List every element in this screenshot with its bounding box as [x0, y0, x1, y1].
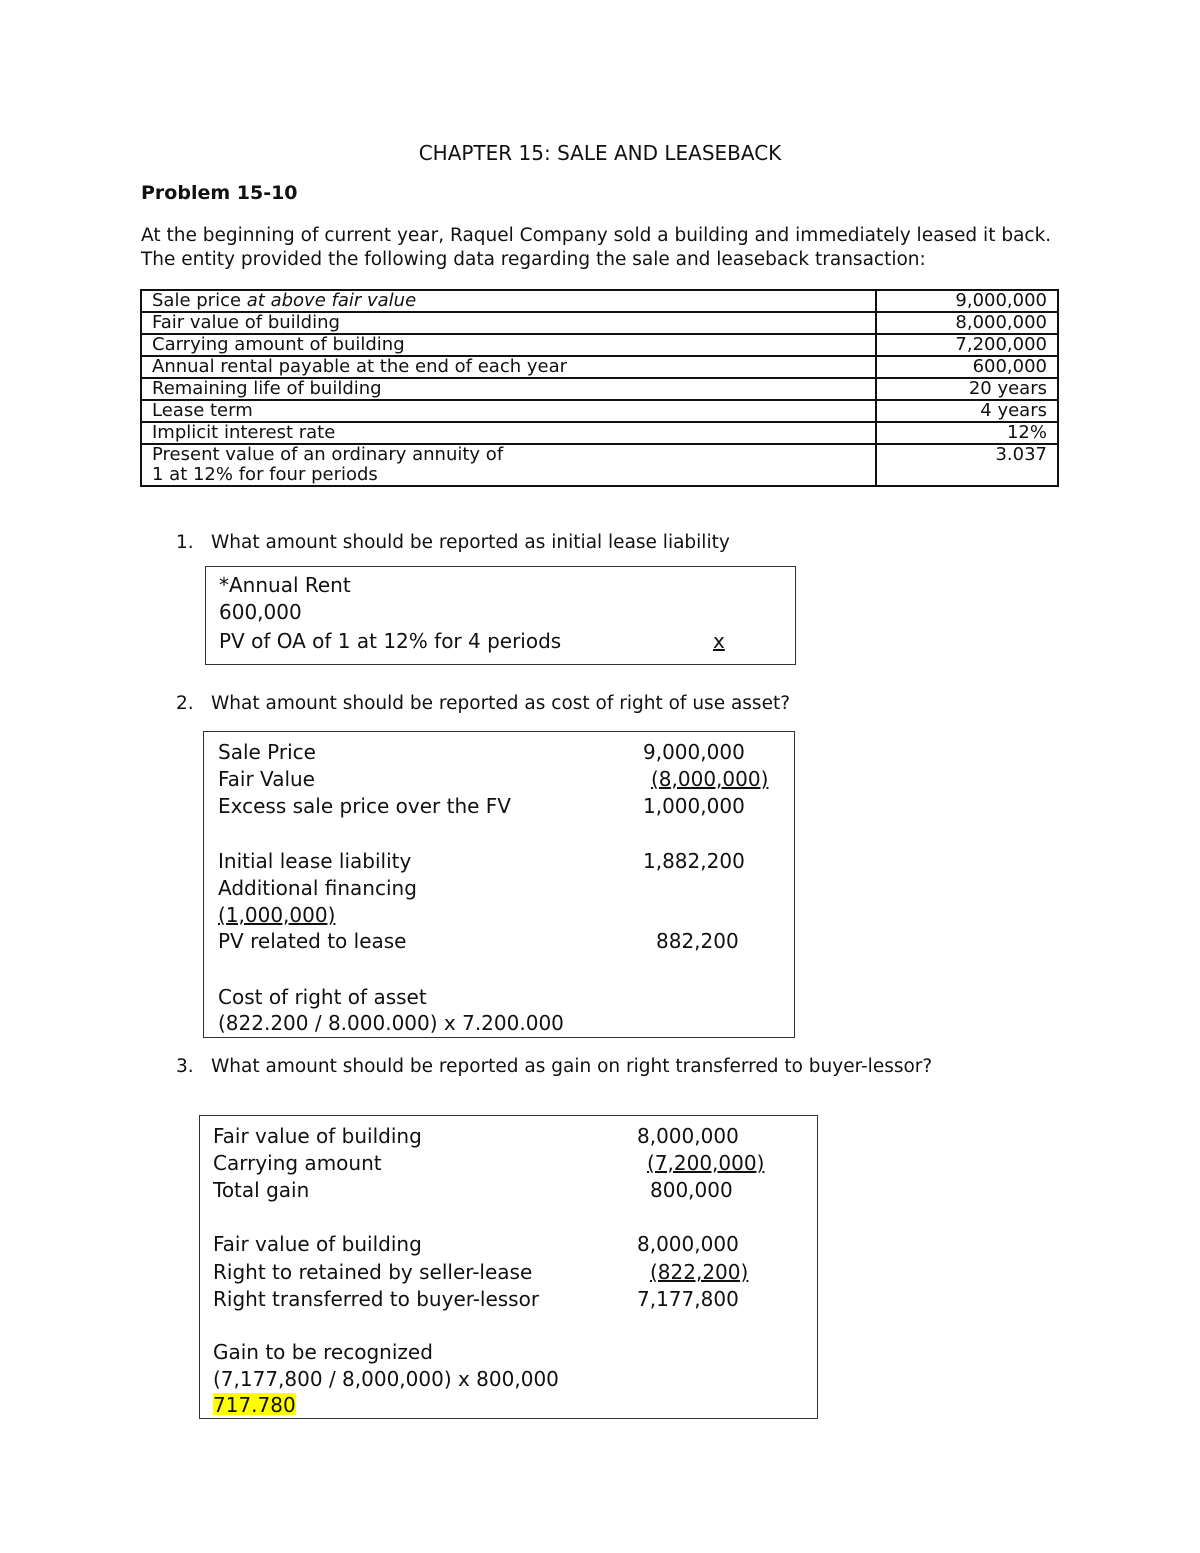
cost-label: Cost of right of asset: [218, 985, 427, 1009]
table-row: [141, 400, 1058, 422]
row-label: Present value of an ordinary annuity of: [152, 444, 504, 465]
question-number: 1.: [176, 532, 194, 553]
retained-value: (822,200): [650, 1260, 749, 1284]
excess-value: 1,000,000: [643, 794, 745, 818]
table-row: [141, 422, 1058, 444]
retained-label: Right to retained by seller-lease: [213, 1260, 533, 1284]
row-label: Remaining life of building: [141, 378, 876, 400]
transferred-value: 7,177,800: [637, 1287, 739, 1311]
pv-factor-label: PV of OA of 1 at 12% for 4 periods: [219, 629, 562, 653]
cost-formula: (822.200 / 8.000.000) x 7.200.000: [218, 1011, 564, 1035]
table-row: [141, 444, 1058, 486]
gain-label: Gain to be recognized: [213, 1340, 433, 1364]
data-table: [140, 289, 1059, 487]
table-row: [141, 356, 1058, 378]
fair-value-label: Fair Value: [218, 767, 315, 791]
row-label-italic: at above fair value: [246, 290, 417, 311]
transferred-label: Right transferred to buyer-lessor: [213, 1287, 540, 1311]
excess-label: Excess sale price over the FV: [218, 794, 511, 818]
sale-price-value: 9,000,000: [643, 740, 745, 764]
row-value: 4 years: [876, 400, 1058, 422]
pv-related-value: 882,200: [656, 929, 739, 953]
table-row: [141, 378, 1058, 400]
intro-paragraph: At the beginning of current year, Raquel Company sold a building and immediately leased it back. The entity provided the following data regarding the sale and leaseback transaction:: [141, 225, 1052, 270]
annual-rent-value: 600,000: [219, 600, 302, 624]
fair-value-label: Fair value of building: [213, 1124, 422, 1148]
row-value: 9,000,000: [876, 290, 1058, 312]
question-text: What amount should be reported as gain on right transferred to buyer-lessor?: [211, 1056, 933, 1077]
row-value: 12%: [876, 422, 1058, 444]
carrying-value: (7,200,000): [647, 1151, 765, 1175]
initial-liability-value: 1,882,200: [643, 849, 745, 873]
row-value: 20 years: [876, 378, 1058, 400]
row-value: 600,000: [876, 356, 1058, 378]
question-number: 2.: [176, 693, 194, 714]
row-value: 3.037: [876, 444, 1058, 486]
fair-value-value: 8,000,000: [637, 1232, 739, 1256]
question-text: What amount should be reported as cost of right of use asset?: [211, 693, 791, 714]
question-text: What amount should be reported as initial lease liability: [211, 532, 730, 553]
chapter-title: CHAPTER 15: SALE AND LEASEBACK: [418, 141, 782, 165]
row-label: Lease term: [141, 400, 876, 422]
fair-value-label: Fair value of building: [213, 1232, 422, 1256]
gain-formula: (7,177,800 / 8,000,000) x 800,000: [213, 1367, 559, 1391]
table-row: [141, 312, 1058, 334]
additional-financing-label: Additional financing: [218, 876, 417, 900]
fair-value-value: 8,000,000: [637, 1124, 739, 1148]
row-label: Annual rental payable at the end of each year: [141, 356, 876, 378]
sale-price-label: Sale Price: [218, 740, 316, 764]
gain-result-highlighted: 717.780: [213, 1393, 296, 1415]
table-row: [141, 334, 1058, 356]
row-label: Sale price: [152, 290, 247, 311]
row-label: Carrying amount of building: [141, 334, 876, 356]
row-label: Implicit interest rate: [141, 422, 876, 444]
problem-heading: Problem 15-10: [141, 182, 298, 204]
row-label-cont: 1 at 12% for four periods: [152, 464, 378, 485]
carrying-label: Carrying amount: [213, 1151, 382, 1175]
pv-related-label: PV related to lease: [218, 929, 407, 953]
question-number: 3.: [176, 1056, 194, 1077]
total-gain-value: 800,000: [650, 1178, 733, 1202]
initial-liability-label: Initial lease liability: [218, 849, 412, 873]
row-value: 7,200,000: [876, 334, 1058, 356]
row-value: 8,000,000: [876, 312, 1058, 334]
total-gain-label: Total gain: [213, 1178, 310, 1202]
additional-financing-value: (1,000,000): [218, 903, 336, 927]
annual-rent-label: *Annual Rent: [219, 573, 351, 597]
multiply-sign: x: [713, 629, 725, 653]
table-row: [141, 290, 1058, 312]
row-label: Fair value of building: [141, 312, 876, 334]
fair-value-value: (8,000,000): [651, 767, 769, 791]
